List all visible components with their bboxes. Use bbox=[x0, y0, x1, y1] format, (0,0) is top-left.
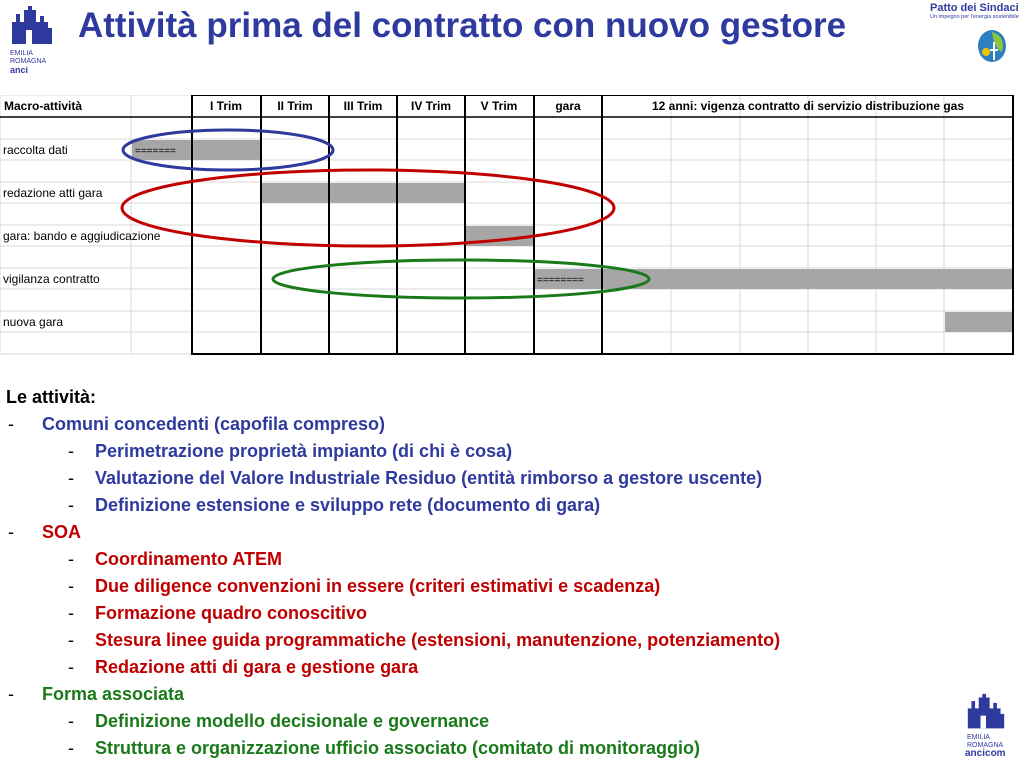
emilia-romagna-ancicom-logo bbox=[955, 692, 1021, 764]
gantt-row-label: nuova gara bbox=[3, 315, 64, 329]
activity-item-label: Due diligence convenzioni in essere (criteri estimativi e scadenza) bbox=[95, 576, 661, 596]
bullet-dash: - bbox=[68, 549, 74, 569]
activities-heading: Le attività: bbox=[6, 387, 97, 407]
bullet-dash: - bbox=[8, 414, 14, 434]
activities-list bbox=[6, 384, 1006, 762]
activity-group-label: SOA bbox=[42, 522, 82, 542]
bullet-dash: - bbox=[8, 684, 14, 704]
activity-item bbox=[6, 492, 1006, 519]
gantt-row-label: vigilanza contratto bbox=[3, 272, 100, 286]
gantt-row-label: gara: bando e aggiudicazione bbox=[3, 229, 161, 243]
bullet-dash: - bbox=[68, 711, 74, 731]
activity-item bbox=[6, 438, 1006, 465]
gantt-header-cell: III Trim bbox=[343, 99, 383, 113]
activity-item-label: Formazione quadro conoscitivo bbox=[95, 603, 368, 623]
activity-item-label: Definizione estensione e sviluppo rete (documento di gara) bbox=[95, 495, 601, 515]
activity-group bbox=[6, 519, 1006, 546]
activity-item-label: Valutazione del Valore Industriale Residuo (entità rimborso a gestore uscente) bbox=[95, 468, 763, 488]
activity-item-label: Coordinamento ATEM bbox=[95, 549, 282, 569]
activity-item bbox=[6, 654, 1006, 681]
activity-item bbox=[6, 627, 1006, 654]
gantt-bar bbox=[535, 269, 1013, 289]
activity-item-label: Stesura linee guida programmatiche (estensioni, manutenzione, potenziamento) bbox=[95, 630, 781, 650]
gantt-row-label: redazione atti gara bbox=[3, 186, 103, 200]
activity-item bbox=[6, 465, 1006, 492]
logo-title: Patto dei Sindaci bbox=[930, 2, 1019, 14]
logo-text-line: ROMAGNA bbox=[967, 742, 1004, 749]
bullet-dash: - bbox=[68, 441, 74, 461]
activity-item bbox=[6, 573, 1006, 600]
logo-text-line: ROMAGNA bbox=[10, 58, 47, 65]
activity-group-label: Forma associata bbox=[42, 684, 185, 704]
gantt-header-cell: IV Trim bbox=[410, 99, 452, 113]
gantt-header-cell: V Trim bbox=[480, 99, 518, 113]
red-ellipse bbox=[122, 170, 614, 246]
bullet-dash: - bbox=[68, 657, 74, 677]
activity-item-label: Perimetrazione proprietà impianto (di chi è cosa) bbox=[95, 441, 513, 461]
activity-item-label: Struttura e organizzazione ufficio associato (comitato di monitoraggio) bbox=[95, 738, 701, 758]
activity-item bbox=[6, 708, 1006, 735]
activity-item bbox=[6, 735, 1006, 762]
castle-icon bbox=[961, 692, 1011, 732]
activity-item bbox=[6, 546, 1006, 573]
gantt-header-cell: 12 anni: vigenza contratto di servizio distribuzione gas bbox=[651, 99, 965, 113]
logo-text-line: EMILIA bbox=[10, 50, 33, 57]
gantt-bar bbox=[945, 312, 1013, 332]
bullet-dash: - bbox=[8, 522, 14, 542]
logo-text-line: EMILIA bbox=[967, 734, 990, 741]
activity-group bbox=[6, 681, 1006, 708]
activity-item-label: Definizione modello decisionale e governance bbox=[95, 711, 490, 731]
bullet-dash: - bbox=[68, 630, 74, 650]
page-title: Attività prima del contratto con nuovo gestore bbox=[78, 6, 847, 45]
gantt-marker: ======== bbox=[537, 275, 584, 286]
castle-icon bbox=[6, 4, 58, 48]
gantt-header-cell: gara bbox=[555, 99, 581, 113]
leaf-plug-icon bbox=[972, 22, 1020, 70]
logo-text-line: anci bbox=[10, 65, 29, 75]
bullet-dash: - bbox=[68, 738, 74, 758]
activity-groups bbox=[6, 411, 1006, 762]
activity-group bbox=[6, 411, 1006, 438]
gantt-bar bbox=[262, 183, 465, 203]
logo-subtitle: Un impegno per l'energia sostenibile bbox=[930, 14, 1019, 20]
logo-text-line: ancicom bbox=[965, 748, 1006, 759]
activity-item-label: Redazione atti di gara e gestione gara bbox=[95, 657, 419, 677]
gantt-header-cell: I Trim bbox=[209, 99, 243, 113]
gantt-marker: ======= bbox=[135, 146, 176, 157]
gantt-header-cell: II Trim bbox=[277, 99, 313, 113]
emilia-romagna-anci-logo bbox=[6, 4, 58, 76]
gantt-row-label: raccolta dati bbox=[3, 143, 68, 157]
gantt-chart bbox=[0, 95, 1014, 357]
gantt-header-cell: Macro-attività bbox=[4, 99, 83, 113]
bullet-dash: - bbox=[68, 576, 74, 596]
bullet-dash: - bbox=[68, 468, 74, 488]
activity-group-label: Comuni concedenti (capofila compreso) bbox=[42, 414, 386, 434]
bullet-dash: - bbox=[68, 495, 74, 515]
activity-item bbox=[6, 600, 1006, 627]
bullet-dash: - bbox=[68, 603, 74, 623]
